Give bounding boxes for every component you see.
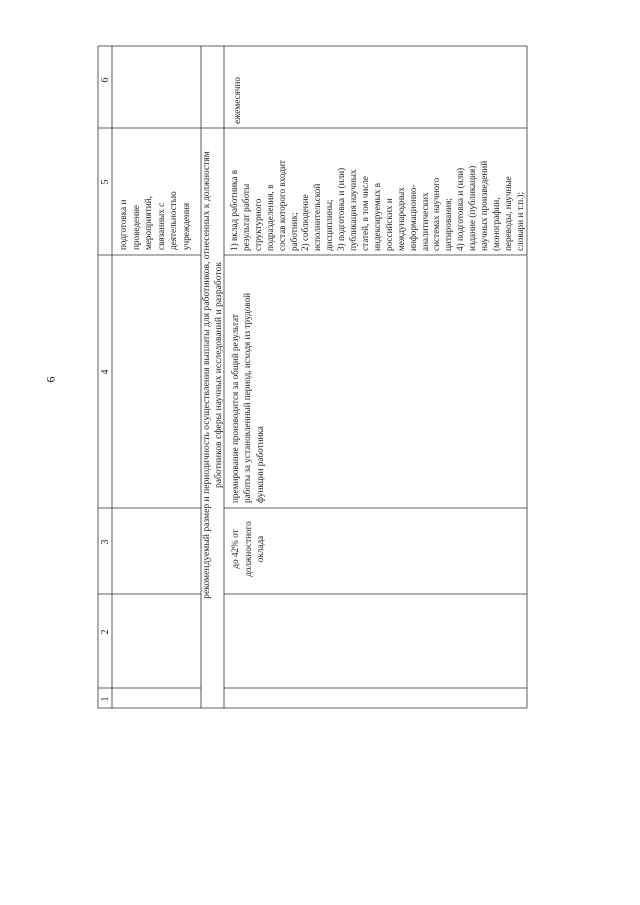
column-number-4: 4 (100, 369, 111, 375)
cell-amount: до 42% от должностного оклада (230, 521, 266, 577)
cell-conditions: премирование производится за общий результат работы за установленный период, исходя из трудовой функции работника (230, 292, 265, 503)
carryover-cell-col5: подготовка и проведение мероприятий, связанных с деятельностью учреждения (118, 191, 191, 250)
section-header: рекомендуемый размер и периодичность осуществления выплаты для работников, отнесенных к должностям работников сферы научных исследований и разработок (201, 151, 224, 599)
column-number-1: 1 (100, 696, 111, 702)
column-number-5: 5 (100, 179, 111, 185)
cell-periodicity: ежемесячно (232, 77, 242, 124)
column-number-3: 3 (100, 539, 111, 545)
page-number: 6 (43, 376, 58, 383)
cell-criteria: 1) вклад работника в результат работы структурного подразделения, в состав которого входит работник; 2) соблюдение исполнительской дисциплины; 3) подготовка и (или) публикация научных статей, в том числе индексируемых в российских и международных информационно- аналитических системах научного цитирования; 4) подготовка и (или) издание (публикация) научных произведений (монографии, переводы, научные словари и т.п.); (229, 160, 525, 251)
column-number-6: 6 (100, 77, 111, 83)
column-number-2: 2 (100, 629, 111, 635)
